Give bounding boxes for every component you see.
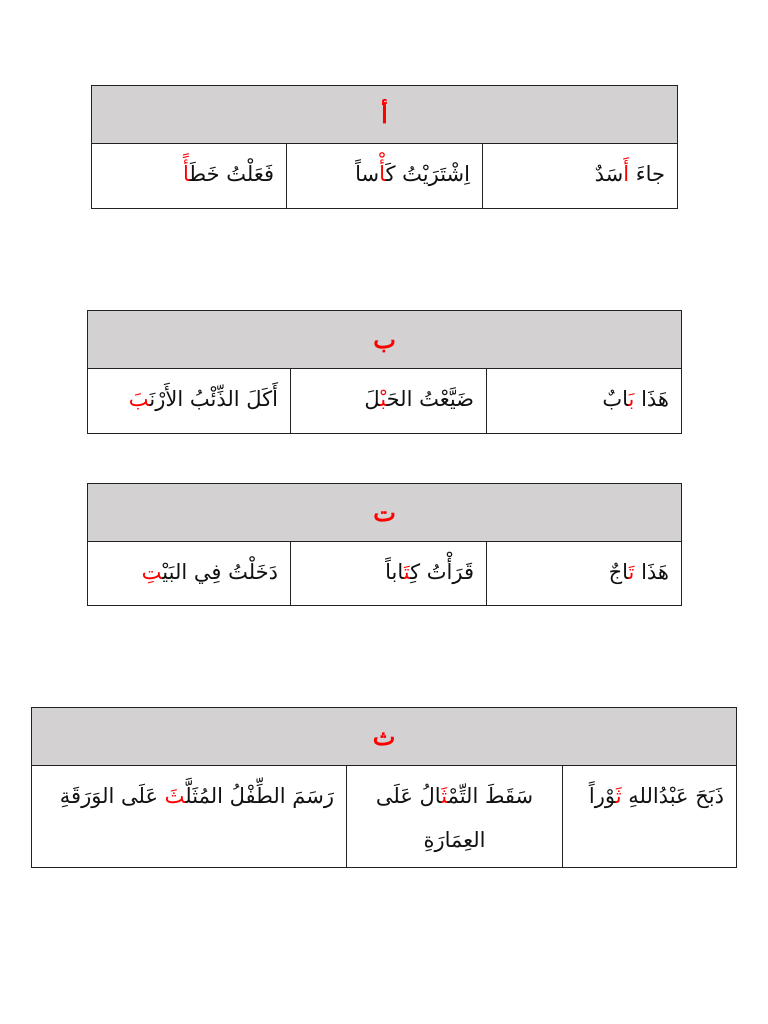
highlighted-letter: ثَ [441,784,448,808]
table-header [88,311,681,369]
cell-text: جاءَ [629,162,665,186]
cell-text: ذَبَحَ عَبْدُاللهِ [621,784,724,808]
cell-text: اِشْتَرَيْتُ كَ [385,162,470,186]
table-ta [87,483,682,606]
highlighted-letter: تَ [628,560,635,584]
highlighted-letter: ثَ [164,784,186,808]
highlighted-letter: أَ [623,162,630,186]
cell-text: عَلَى الوَرَقَةِ [59,784,165,808]
table-cell [88,542,290,605]
table-ba [87,310,682,434]
header-letter: ت [373,498,396,527]
cell-text: ضَيَّعْتُ الحَ [386,387,474,411]
table-cell [286,144,482,208]
table-cell [482,144,677,208]
highlighted-letter: تِ [141,560,163,584]
table-cell [486,369,681,433]
cell-text: أَكَلَ الذِّئْبُ الأَرْنَ [149,387,278,411]
highlighted-letter: ثَ [615,784,622,808]
table-header [92,86,677,144]
table-cell [88,369,290,433]
cell-text: قَرَأْتُ كِ [410,560,474,584]
highlighted-letter: أْ [379,162,386,186]
cell-text: هَذَا [634,560,669,584]
table-header [88,484,681,542]
cell-text: ابٌ [602,387,629,411]
table-header [32,708,736,766]
highlighted-letter: بَ [628,387,635,411]
highlighted-letter: بَ [128,387,150,411]
cell-text: فَعَلْتُ خَطَ [189,162,274,186]
cell-text: رَسَمَ الطِّفْلُ المُثَلَّ [185,784,334,808]
highlighted-letter: تَ [403,560,411,584]
cell-text: الُ عَلَى العِمَارَةِ [375,784,486,852]
table-cell [290,542,486,605]
cell-text: سَدٌ [594,162,624,186]
header-letter: ب [373,325,396,354]
table-cell [290,369,486,433]
table-alif [91,85,678,209]
cell-text: سَقَطَ التِّمْ [447,784,534,808]
cell-text: ساً [355,162,380,186]
header-letter: ث [372,722,396,751]
table-row [92,144,677,208]
cell-text: وْراً [588,784,616,808]
header-letter: أ [381,100,388,129]
cell-text: لَ [364,387,381,411]
table-tha [31,707,737,868]
cell-text: دَخَلْتُ فِي البَيْ [162,560,278,584]
table-cell [92,144,286,208]
table-cell [562,766,736,867]
table-row [32,766,736,867]
cell-text: اباً [385,560,404,584]
table-cell [32,766,346,867]
cell-text: اجٌ [608,560,629,584]
highlighted-letter: أً [182,162,190,186]
table-row [88,542,681,605]
table-row [88,369,681,433]
cell-text: هَذَا [634,387,669,411]
table-cell [486,542,681,605]
table-cell [346,766,562,867]
highlighted-letter: بْ [380,387,387,411]
